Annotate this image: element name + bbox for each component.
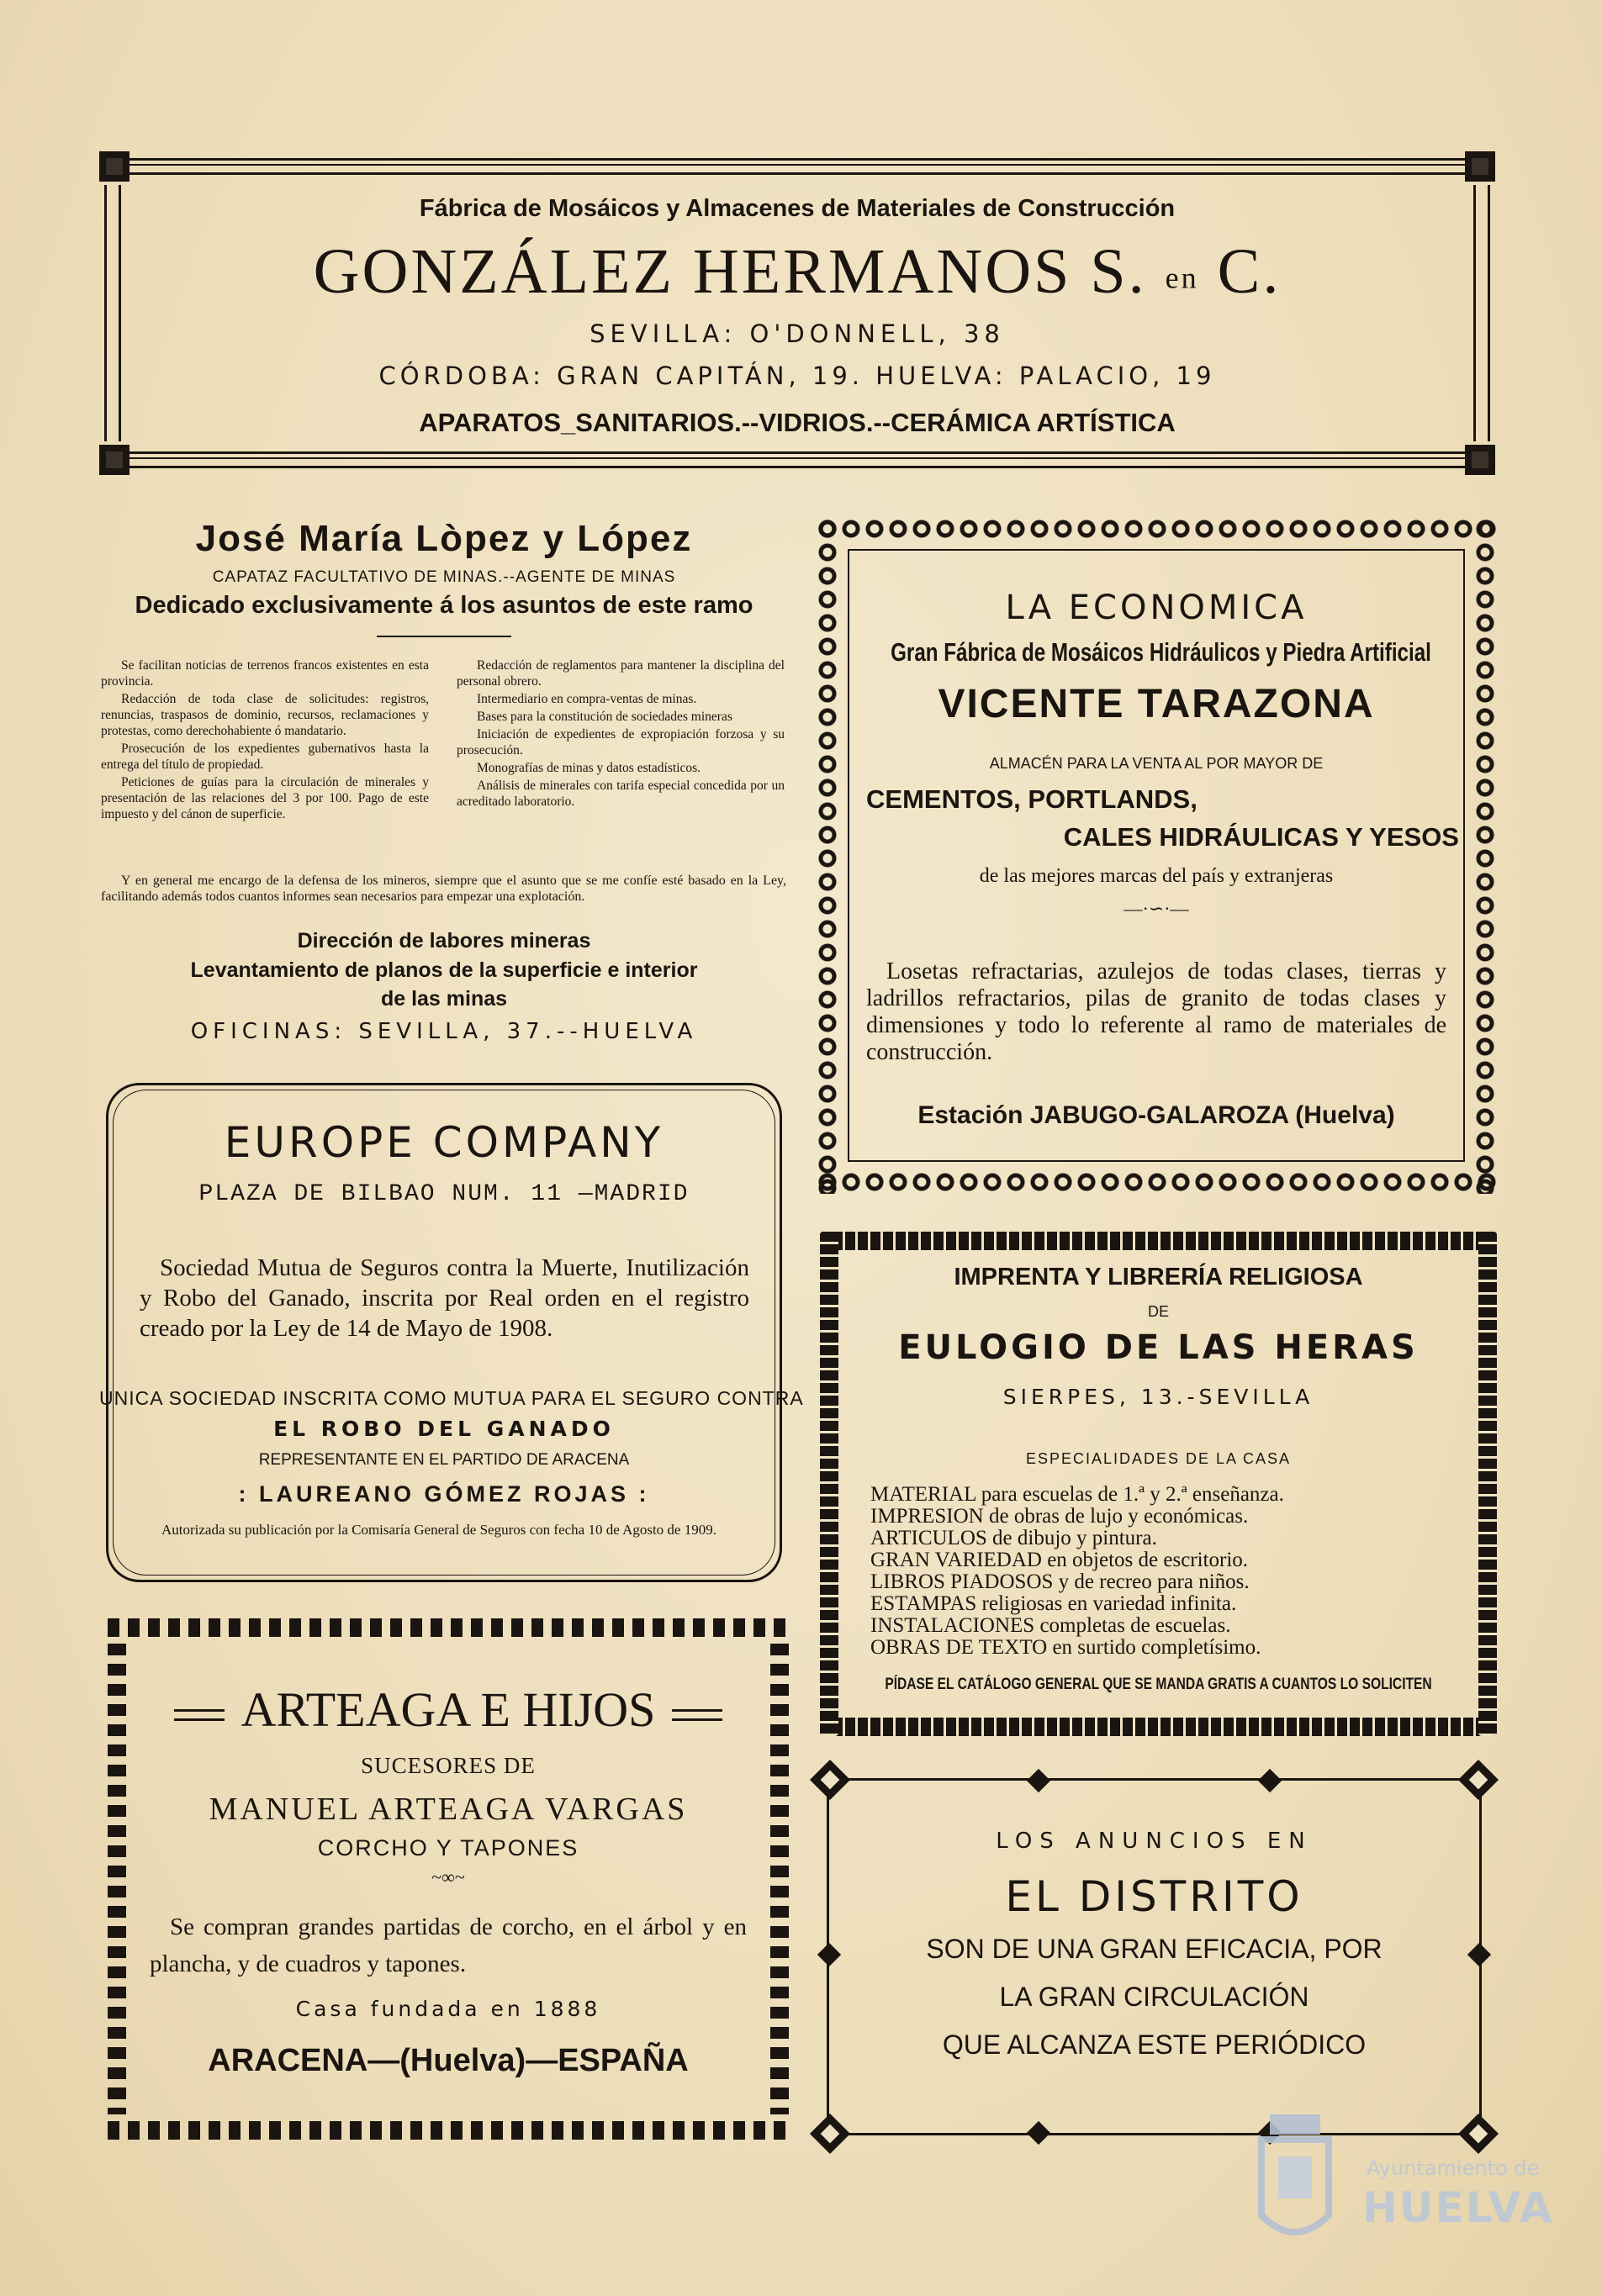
corner-ornament: [99, 151, 130, 182]
lopez-dir3: de las minas: [380, 987, 508, 1011]
distrito-title: EL DISTRITO: [1005, 1872, 1303, 1921]
service-item: Peticiones de guías para la circulación de minerales y presentación de las relaciones del 3 por 100. Pago de este impuesto y del cánon de superficie.: [101, 775, 429, 821]
economica-marcas: de las mejores marcas del país y extranjeras: [979, 865, 1334, 887]
service-item: Redacción de reglamentos para mantener la disciplina del personal obrero.: [457, 658, 785, 689]
service-item: Iniciación de expedientes de expropiación forzosa y su prosecución.: [457, 727, 785, 757]
border-top: [116, 158, 1478, 175]
rope-border-top: [820, 1232, 1497, 1250]
corner-ornament: [810, 1760, 850, 1800]
lopez-subtitle: CAPATAZ FACULTATIVO DE MINAS.--AGENTE DE MINAS: [212, 568, 676, 586]
corner-ornament: [1458, 1760, 1499, 1800]
rope-border-bottom: [820, 1718, 1497, 1736]
lopez-tagline: Dedicado exclusivamente á los asuntos de este ramo: [135, 592, 753, 619]
lopez-name: José María Lòpez y López: [195, 518, 693, 559]
europe-note-text: Autorizada su publicación por la Comisaría General de Seguros con fecha 10 de Agosto de 1909.: [161, 1522, 716, 1538]
imprenta-item: GRAN VARIEDAD en objetos de escritorio.: [870, 1549, 1249, 1571]
imprenta-item: MATERIAL para escuelas de 1.ª y 2.ª enseñanza.: [870, 1483, 1284, 1506]
watermark-line1: Ayuntamiento de: [1367, 2156, 1540, 2180]
imprenta-item: ESTAMPAS religiosas en variedad infinita.: [870, 1592, 1237, 1615]
europe-unica: UNICA SOCIEDAD INSCRITA COMO MUTUA PARA EL SEGURO CONTRA: [99, 1387, 804, 1409]
border-left: [104, 185, 121, 441]
arteaga-title: [99, 1681, 797, 1738]
service-item: Redacción de toda clase de solicitudes: registros, renuncias, traspasos de dominio, recursos, reclamaciones y protestas, como derechohabiente ó mandatario.: [101, 692, 429, 738]
arteaga-product: CORCHO Y TAPONES: [317, 1835, 579, 1861]
ad-gonzalez-hermanos: [99, 151, 1495, 475]
imprenta-items: [870, 1484, 1459, 1659]
economica-title: LA ECONOMICA: [1005, 589, 1308, 627]
ad-imprenta-religiosa: [820, 1232, 1497, 1736]
arteaga-title-text: ARTEAGA E HIJOS: [241, 1682, 656, 1737]
arteaga-place: ARACENA—(Huelva)—ESPAÑA: [208, 2043, 689, 2078]
diamond-ornament: [1027, 1769, 1050, 1792]
dotted-border-bottom: [108, 2121, 789, 2140]
imprenta-item: LIBROS PIADOSOS y de recreo para niños.: [870, 1570, 1250, 1593]
service-item: Análisis de minerales con tarifa especial concedida por un acreditado laboratorio.: [457, 779, 785, 809]
corner-ornament: [1465, 445, 1495, 475]
lopez-general: [101, 873, 786, 906]
economica-body-text: Losetas refractarias, azulejos de todas clases, tierras y ladrillos refractarios, pilas de granito de todas clases y dimensiones y todo lo referente al ramo de materiales de construcción.: [866, 958, 1446, 1065]
lopez-offices: OFICINAS: SEVILLA, 37.--HUELVA: [190, 1019, 698, 1044]
distrito-line5: QUE ALCANZA ESTE PERIÓDICO: [942, 2029, 1367, 2060]
economica-cementos: CEMENTOS, PORTLANDS,: [866, 784, 1198, 814]
gonzalez-line1: Fábrica de Mosáicos y Almacenes de Materiales de Construcción: [419, 195, 1176, 222]
ornament: ~∞~: [431, 1866, 465, 1887]
ad-el-distrito: [812, 1761, 1497, 2152]
arteaga-sucesores: SUCESORES DE: [361, 1753, 536, 1778]
corner-ornament: [810, 2114, 850, 2154]
service-item: Bases para la constitución de sociedades mineras: [477, 710, 732, 724]
ad-jose-maria-lopez: [99, 513, 789, 1051]
service-item: Se facilitan noticias de terrenos francos existentes en esta provincia.: [101, 658, 429, 689]
arteaga-founded: Casa fundada en 1888: [295, 1997, 601, 2021]
imprenta-address: SIERPES, 13.-SEVILLA: [1002, 1385, 1314, 1409]
lopez-dir1: Dirección de labores mineras: [297, 929, 591, 953]
imprenta-de: DE: [1147, 1303, 1169, 1320]
gonzalez-name-main: GONZÁLEZ HERMANOS S.: [313, 236, 1147, 307]
imprenta-title: IMPRENTA Y LIBRERÍA RELIGIOSA: [954, 1264, 1363, 1291]
imprenta-item: IMPRESION de obras de lujo y económicas.: [870, 1505, 1249, 1528]
distrito-line4: LA GRAN CIRCULACIÓN: [999, 1982, 1309, 2012]
arteaga-name: MANUEL ARTEAGA VARGAS: [209, 1792, 688, 1827]
economica-almacen: ALMACÉN PARA LA VENTA AL POR MAYOR DE: [989, 755, 1324, 772]
lopez-dir2: Levantamiento de planos de la superficie e interior: [190, 958, 698, 982]
service-item: Intermediario en compra-ventas de minas.: [477, 692, 697, 706]
ad-europe-company: [99, 1076, 804, 1589]
chain-border-bottom: [816, 1170, 1497, 1194]
europe-address: PLAZA DE BILBAO NUM. 11 —MADRID: [198, 1181, 690, 1207]
economica-name: VICENTE TARAZONA: [938, 682, 1375, 726]
europe-body-text: Sociedad Mutua de Seguros contra la Muerte, Inutilización y Robo del Ganado, inscrita por Real orden en el registro creado por la Ley de 14 de Mayo de 1908.: [140, 1254, 749, 1342]
service-item: Monografías de minas y datos estadísticos.: [477, 761, 701, 775]
lopez-services-left: [101, 657, 429, 824]
corner-ornament: [1465, 151, 1495, 182]
title-rule: [174, 1709, 225, 1721]
imprenta-esp: ESPECIALIDADES DE LA CASA: [1025, 1450, 1292, 1467]
gonzalez-address-sevilla: SEVILLA: O'DONNELL, 38: [590, 319, 1005, 348]
lopez-services-right: [457, 657, 785, 811]
imprenta-item: OBRAS DE TEXTO en surtido completísimo.: [870, 1636, 1261, 1659]
title-rule: [672, 1709, 722, 1721]
border-right: [1473, 185, 1490, 441]
arteaga-body: [150, 1908, 747, 1984]
diamond-ornament: [1027, 2121, 1050, 2145]
gonzalez-name: [99, 235, 1495, 309]
gonzalez-name-en: en: [1165, 261, 1199, 295]
gonzalez-products: APARATOS_SANITARIOS.--VIDRIOS.--CERÁMICA ARTÍSTICA: [419, 408, 1176, 437]
ad-arteaga-hijos: [99, 1618, 797, 2140]
chain-border-top: [816, 517, 1497, 541]
arteaga-body-text: Se compran grandes partidas de corcho, en el árbol y en plancha, y de cuadros y tapones.: [150, 1913, 747, 1977]
imprenta-name: EULOGIO DE LAS HERAS: [898, 1328, 1419, 1367]
europe-note: [141, 1522, 747, 1539]
imprenta-item: INSTALACIONES completas de escuelas.: [870, 1614, 1231, 1637]
distrito-line1: LOS ANUNCIOS EN: [996, 1829, 1313, 1854]
imprenta-item: ARTICULOS de dibujo y pintura.: [870, 1527, 1157, 1549]
watermark-line2: HUELVA: [1362, 2183, 1554, 2232]
distrito-line3: SON DE UNA GRAN EFICACIA, POR: [926, 1934, 1383, 1964]
coat-of-arms-icon: [1245, 2106, 1346, 2253]
gonzalez-name-end: C.: [1217, 236, 1282, 307]
europe-robo: EL ROBO DEL GANADO: [273, 1417, 615, 1441]
dotted-border-top: [108, 1618, 789, 1637]
europe-body: [140, 1253, 749, 1345]
diamond-ornament: [1258, 1769, 1282, 1792]
economica-sub: Gran Fábrica de Mosáicos Hidráulicos y Piedra Artificial: [891, 637, 1431, 667]
ornament: —·∽·—: [1124, 898, 1189, 919]
corner-ornament: [99, 445, 130, 475]
imprenta-footer: PÍDASE EL CATÁLOGO GENERAL QUE SE MANDA GRATIS A CUANTOS LO SOLICITEN: [885, 1676, 1432, 1693]
divider: [377, 636, 511, 637]
economica-body: [866, 958, 1446, 1068]
economica-cales: CALES HIDRÁULICAS Y YESOS: [1063, 822, 1459, 852]
watermark-huelva: [1245, 2106, 1554, 2253]
border-top: [837, 1778, 1472, 1786]
economica-station: Estación JABUGO-GALAROZA (Huelva): [917, 1101, 1395, 1129]
border-bottom: [116, 451, 1478, 468]
europe-rep: REPRESENTANTE EN EL PARTIDO DE ARACENA: [258, 1451, 630, 1469]
europe-agent: : LAUREANO GÓMEZ ROJAS :: [238, 1481, 650, 1507]
service-item: Prosecución de los expedientes gubernativos hasta la entrega del título de propiedad.: [101, 742, 429, 772]
ad-la-economica: [816, 517, 1497, 1194]
europe-title: EUROPE COMPANY: [224, 1118, 664, 1167]
gonzalez-address-cordoba-huelva: CÓRDOBA: GRAN CAPITÁN, 19. HUELVA: PALACIO, 19: [378, 362, 1216, 390]
lopez-general-text: Y en general me encargo de la defensa de los mineros, siempre que el asunto que se me confíe esté basado en la Ley, facilitando además todos cuantos informes sean necesarios para empezar una explotación.: [101, 874, 786, 904]
